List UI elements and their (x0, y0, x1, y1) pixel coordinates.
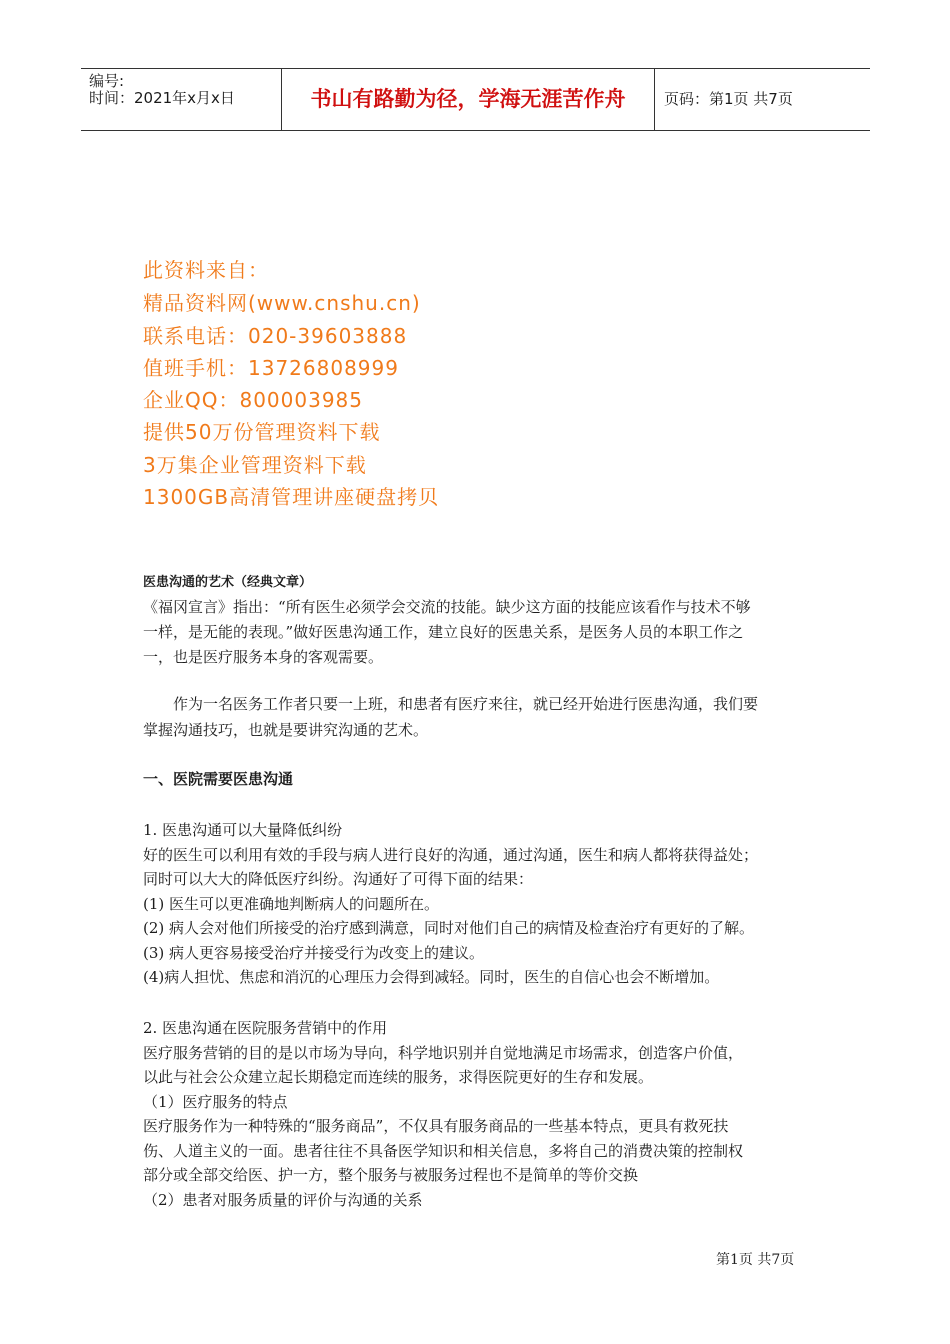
paragraph-line: 《福冈宣言》指出：“所有医生必须学会交流的技能。缺少这方面的技能应该看作与技术不够 (143, 598, 751, 616)
promo-line: 1300GB高清管理讲座硬盘拷贝 (143, 485, 440, 509)
promo-line: 提供50万份管理资料下载 (143, 420, 381, 444)
page-footer: 第1页 共7页 (716, 1252, 795, 1268)
paragraph-line: 医疗服务营销的目的是以市场为导向，科学地识别并自觉地满足市场需求，创造客户价值， (143, 1044, 744, 1062)
promo-line: 联系电话：020-39603888 (143, 324, 408, 348)
document-header (81, 68, 870, 131)
promo-line: 精品资料网(www.cnshu.cn) (143, 291, 421, 315)
page-code: 页码：第1页 共7页 (664, 90, 793, 108)
article-title: 医患沟通的艺术（经典文章） (143, 575, 313, 590)
promo-line: 3万集企业管理资料下载 (143, 453, 367, 477)
serial-label: 编号: (89, 72, 125, 90)
list-item: (4)病人担忧、焦虑和消沉的心理压力会得到减轻。同时，医生的自信心也会不断增加。 (143, 968, 720, 986)
time-label: 时间：2021年x月x日 (89, 89, 235, 107)
paragraph-line: 好的医生可以利用有效的手段与病人进行良好的沟通，通过沟通，医生和病人都将获得益处； (143, 846, 759, 864)
paragraph-line: 作为一名医务工作者只要一上班，和患者有医疗来往，就已经开始进行医患沟通，我们要 (173, 695, 759, 713)
promo-line: 企业QQ：800003985 (143, 388, 364, 412)
paragraph-line: （1）医疗服务的特点 (143, 1093, 288, 1111)
paragraph-line: 掌握沟通技巧，也就是要讲究沟通的艺术。 (143, 721, 429, 739)
promo-line: 此资料来自： (143, 258, 269, 282)
paragraph-line: 同时可以大大的降低医疗纠纷。沟通好了可得下面的结果： (143, 870, 534, 888)
paragraph-line: 一，也是医疗服务本身的客观需要。 (143, 648, 384, 666)
header-meta-cell (81, 69, 282, 130)
paragraph-line: 部分或全部交给医、护一方，整个服务与被服务过程也不是简单的等价交换 (143, 1166, 639, 1184)
motto: 书山有路勤为径，学海无涯苦作舟 (282, 69, 655, 130)
paragraph-line: 伤、人道主义的一面。患者往往不具备医学知识和相关信息，多将自己的消费决策的控制权 (143, 1142, 744, 1160)
paragraph-line: 医疗服务作为一种特殊的“服务商品”，不仅具有服务商品的一些基本特点，更具有救死扶 (143, 1117, 729, 1135)
paragraph-line: 一样，是无能的表现。”做好医患沟通工作，建立良好的医患关系，是医务人员的本职工作之 (143, 623, 744, 641)
list-item: (3) 病人更容易接受治疗并接受行为改变上的建议。 (143, 944, 485, 962)
list-item: (2) 病人会对他们所接受的治疗感到满意，同时对他们自己的病情及检查治疗有更好的了解。 (143, 919, 755, 937)
subsection-heading: 1. 医患沟通可以大量降低纠纷 (143, 821, 343, 839)
paragraph-line: 以此与社会公众建立起长期稳定而连续的服务，求得医院更好的生存和发展。 (143, 1068, 654, 1086)
section-heading: 一、医院需要医患沟通 (143, 770, 294, 788)
list-item: (1) 医生可以更准确地判断病人的问题所在。 (143, 895, 440, 913)
promo-line: 值班手机：13726808999 (143, 356, 399, 380)
paragraph-line: （2）患者对服务质量的评价与沟通的关系 (143, 1191, 423, 1209)
subsection-heading: 2. 医患沟通在医院服务营销中的作用 (143, 1019, 388, 1037)
